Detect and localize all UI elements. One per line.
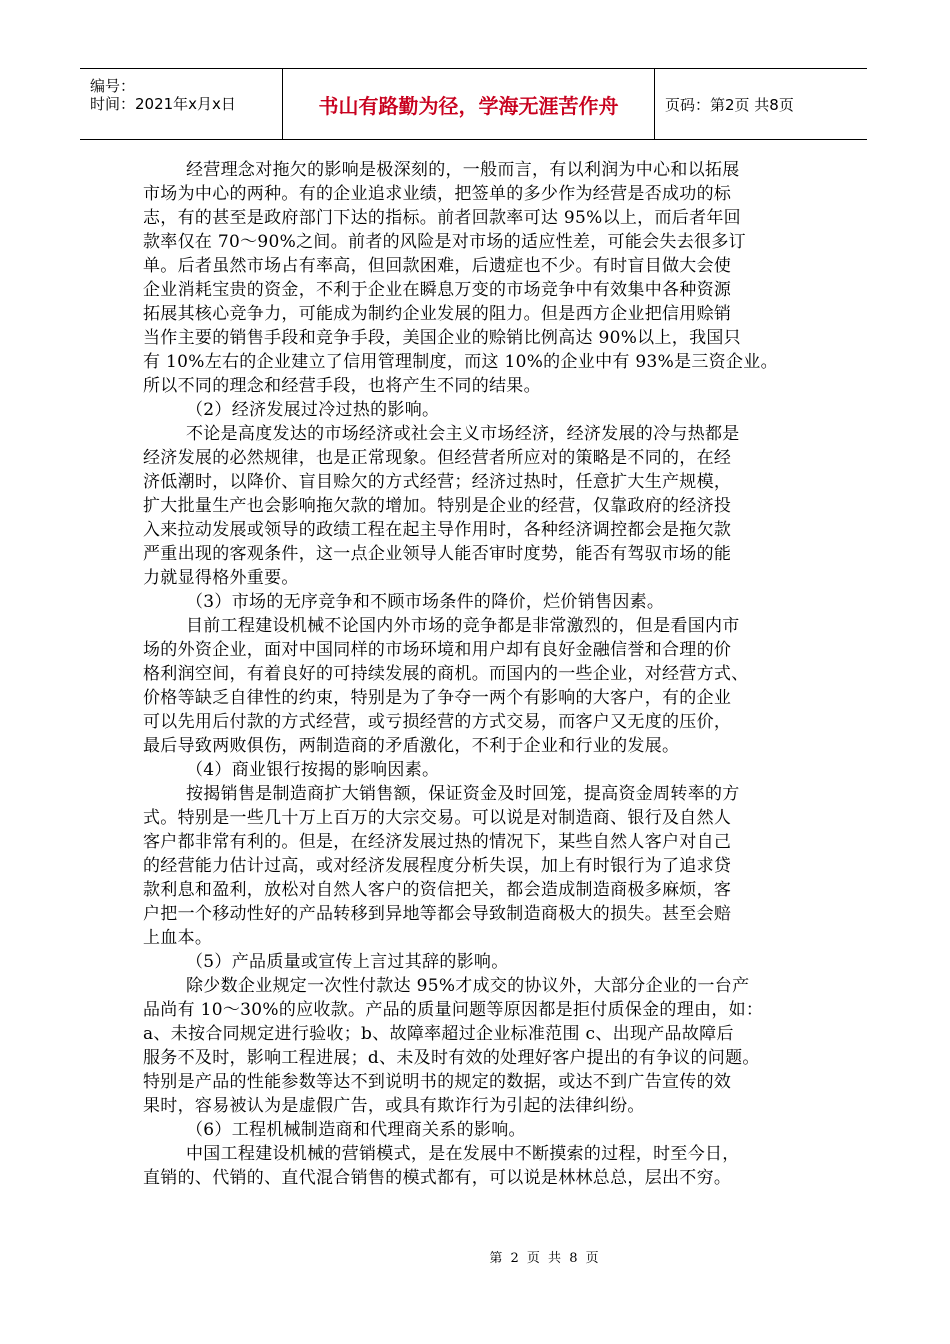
body-text-line: 服务不及时，影响工程进展；d、未及时有效的处理好客户提出的有争议的问题。 [143, 1048, 760, 1068]
body-text-line: 果时，容易被认为是虚假广告，或具有欺诈行为引起的法律纠纷。 [143, 1096, 645, 1116]
body-text-line: 可以先用后付款的方式经营，或亏损经营的方式交易，而客户又无度的压价， [143, 712, 732, 732]
body-text-line: 严重出现的客观条件，这一点企业领导人能否审时度势，能否有驾驭市场的能 [143, 544, 732, 564]
header-motto-cell [283, 69, 655, 139]
body-text-line: 入来拉动发展或领导的政绩工程在起主导作用时，各种经济调控都会是拖欠款 [143, 520, 732, 540]
body-text-line: 品尚有 10～30%的应收款。产品的质量问题等原因都是拒付质保金的理由，如： [143, 1000, 764, 1020]
body-text-line: （3）市场的无序竞争和不顾市场条件的降价，烂价销售因素。 [186, 592, 665, 612]
header-meta-cell [80, 69, 283, 139]
body-text-line: 除少数企业规定一次性付款达 95%才成交的协议外，大部分企业的一台产 [186, 976, 750, 996]
header-page-cell [655, 69, 867, 139]
body-text-line: （5）产品质量或宣传上言过其辞的影响。 [186, 952, 509, 972]
page-header [80, 68, 867, 140]
body-text-line: 户把一个移动性好的产品转移到异地等都会导致制造商极大的损失。甚至会赔 [143, 904, 732, 924]
document-number-label: 编号： [90, 77, 136, 95]
body-text-line: 直销的、代销的、直代混合销售的模式都有，可以说是林林总总，层出不穷。 [143, 1168, 732, 1188]
body-text-line: 上血本。 [143, 928, 213, 948]
body-text-line: 企业消耗宝贵的资金，不利于企业在瞬息万变的市场竞争中有效集中各种资源 [143, 280, 732, 300]
body-text-line: 款利息和盈利，放松对自然人客户的资信把关，都会造成制造商极多麻烦，客 [143, 880, 732, 900]
body-text-line: 场的外资企业，面对中国同样的市场环境和用户却有良好金融信誉和合理的价 [143, 640, 732, 660]
body-text-line: 的经营能力估计过高，或对经济发展程度分析失误，加上有时银行为了追求贷 [143, 856, 732, 876]
body-text-line: 式。特别是一些几十万上百万的大宗交易。可以说是对制造商、银行及自然人 [143, 808, 732, 828]
header-motto: 书山有路勤为径，学海无涯苦作舟 [318, 93, 619, 118]
body-text-line: 志，有的甚至是政府部门下达的指标。前者回款率可达 95%以上，而后者年回 [143, 208, 741, 228]
body-text-line: 最后导致两败俱伤，两制造商的矛盾激化，不利于企业和行业的发展。 [143, 736, 680, 756]
body-text-line: a、未按合同规定进行验收；b、故障率超过企业标准范围 c、出现产品故障后 [143, 1024, 734, 1044]
body-text-line: 拓展其核心竞争力，可能成为制约企业发展的阻力。但是西方企业把信用赊销 [143, 304, 732, 324]
body-text-line: 济低潮时，以降价、盲目赊欠的方式经营；经济过热时，任意扩大生产规模， [143, 472, 732, 492]
body-text-line: 市场为中心的两种。有的企业追求业绩，把签单的多少作为经营是否成功的标 [143, 184, 732, 204]
body-text-line: 经济发展的必然规律，也是正常现象。但经营者所应对的策略是不同的，在经 [143, 448, 732, 468]
body-text-line: （4）商业银行按揭的影响因素。 [186, 760, 440, 780]
body-text-line: 当作主要的销售手段和竞争手段，美国企业的赊销比例高达 90%以上，我国只 [143, 328, 741, 348]
body-text-line: 所以不同的理念和经营手段，也将产生不同的结果。 [143, 376, 541, 396]
body-text-line: 特别是产品的性能参数等达不到说明书的规定的数据，或达不到广告宣传的效 [143, 1072, 732, 1092]
body-text-line: 客户都非常有利的。但是，在经济发展过热的情况下，某些自然人客户对自己 [143, 832, 732, 852]
body-text-line: 单。后者虽然市场占有率高，但回款困难，后遗症也不少。有时盲目做大会使 [143, 256, 732, 276]
body-text-line: 中国工程建设机械的营销模式，是在发展中不断摸索的过程，时至今日， [186, 1144, 740, 1164]
body-text-line: 扩大批量生产也会影响拖欠款的增加。特别是企业的经营，仅靠政府的经济投 [143, 496, 732, 516]
body-text-line: 格利润空间，有着良好的可持续发展的商机。而国内的一些企业，对经营方式、 [143, 664, 749, 684]
body-text-line: 力就显得格外重要。 [143, 568, 299, 588]
body-text-line: 价格等缺乏自律性的约束，特别是为了争夺一两个有影响的大客户，有的企业 [143, 688, 732, 708]
body-text-line: （2）经济发展过冷过热的影响。 [186, 400, 440, 420]
body-text-line: 目前工程建设机械不论国内外市场的竞争都是非常激烈的，但是看国内市 [186, 616, 740, 636]
body-text-line: 款率仅在 70～90%之间。前者的风险是对市场的适应性差，可能会失去很多订 [143, 232, 746, 252]
body-text-line: 经营理念对拖欠的影响是极深刻的，一般而言，有以利润为中心和以拓展 [186, 160, 740, 180]
body-text-line: 有 10%左右的企业建立了信用管理制度，而这 10%的企业中有 93%是三资企业。 [143, 352, 778, 372]
header-page-info: 页码：第2页 共8页 [665, 95, 794, 114]
body-text-line: 不论是高度发达的市场经济或社会主义市场经济，经济发展的冷与热都是 [186, 424, 740, 444]
page-footer: 第 2 页 共 8 页 [489, 1251, 601, 1266]
body-text-line: （6）工程机械制造商和代理商关系的影响。 [186, 1120, 526, 1140]
body-text-line: 按揭销售是制造商扩大销售额，保证资金及时回笼，提高资金周转率的方 [186, 784, 740, 804]
document-date-label: 时间：2021年x月x日 [90, 95, 236, 113]
